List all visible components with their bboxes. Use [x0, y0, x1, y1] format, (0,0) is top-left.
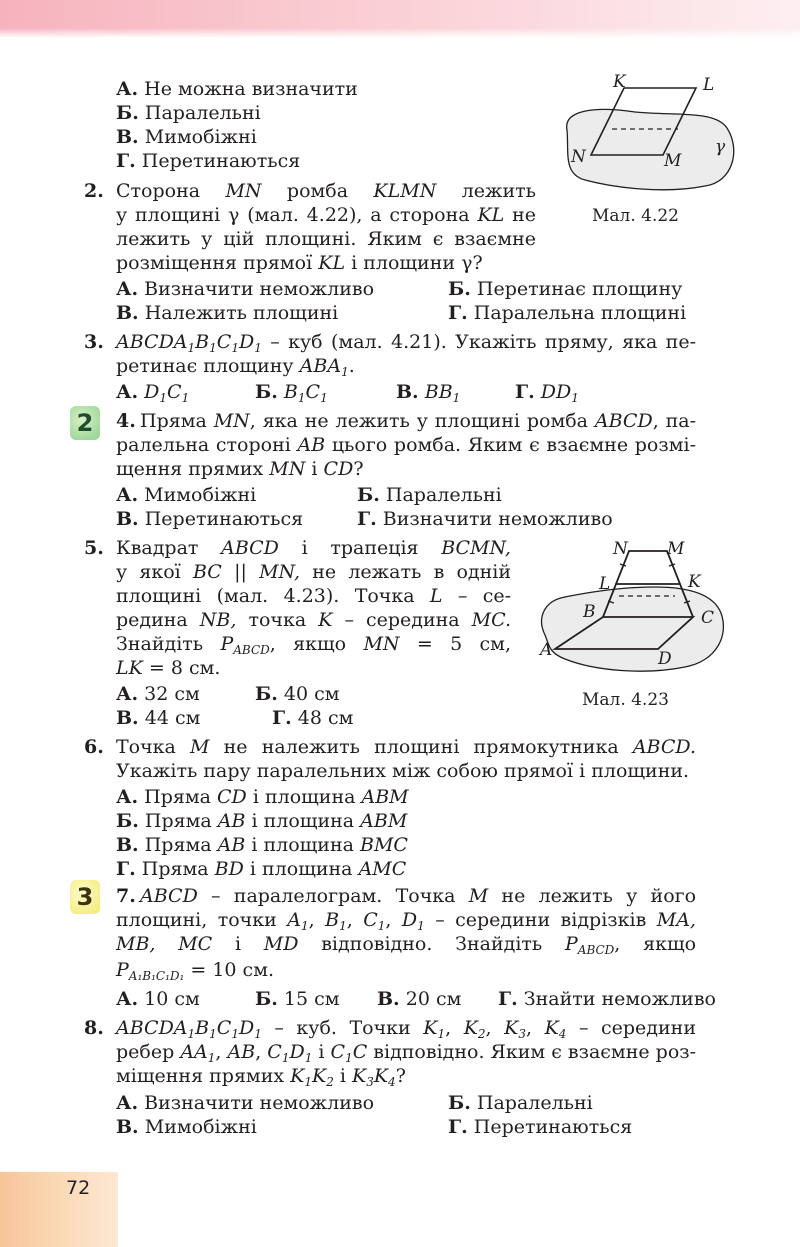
q2-text-line1: Сторона MN ромба KLMN лежить — [116, 180, 536, 202]
figure-4-22 — [555, 70, 740, 200]
q1-option-c[interactable]: В. Мимобіжні — [116, 126, 257, 148]
q8-option-c[interactable]: В. Мимобіжні — [116, 1116, 257, 1138]
q7-option-b[interactable]: Б. 15 см — [255, 988, 340, 1010]
q5-option-b[interactable]: Б. 40 см — [255, 683, 340, 705]
q4-option-c[interactable]: В. Перетинаються — [116, 508, 304, 530]
q8-text-line1: $ABCDA_1B_1C_1D_1$ – куб. Точки $K_1$, $K_2$, $K_3$, $K_4$ – середини — [116, 1017, 696, 1041]
page-number-box — [0, 1172, 118, 1247]
q1-option-b[interactable]: Б. Паралельні — [116, 102, 261, 124]
q6-option-d[interactable]: Г. Пряма BD і площина AMC — [116, 858, 407, 880]
q8-number: 8. — [84, 1017, 104, 1039]
q6-option-c[interactable]: В. Пряма AB і площина BMC — [116, 834, 408, 856]
label-M: M — [667, 539, 685, 559]
q3-option-a[interactable]: А. $D_1C_1$ — [116, 381, 190, 405]
q1-option-a[interactable]: А. Не можна визначити — [116, 78, 358, 100]
q7-option-a[interactable]: А. 10 см — [116, 988, 200, 1010]
label-K: K — [688, 572, 701, 592]
label-M: M — [664, 151, 682, 171]
q2-number: 2. — [84, 180, 104, 202]
label-K: K — [613, 72, 626, 92]
label-A: A — [540, 640, 553, 660]
q4-option-a[interactable]: А. Мимобіжні — [116, 484, 257, 506]
q7-text-line2: площині, точки $A_1$, $B_1$, $C_1$, $D_1$ – середини відрізків MA, — [116, 909, 696, 933]
label-C: C — [701, 608, 715, 628]
q5-text-line4: редина NB, точка K – середина MC. — [116, 609, 512, 631]
q5-text-line1: Квадрат ABCD і трапеція BCMN, — [116, 537, 511, 559]
q3-option-c[interactable]: В. $BB_1$ — [396, 381, 461, 405]
q8-text-line3: міщення прямих $K_1K_2$ і $K_3K_4$? — [116, 1065, 406, 1089]
page-number: 72 — [66, 1177, 91, 1199]
label-D: D — [658, 649, 672, 669]
q6-text-line2: Укажіть пару паралельних між собою прямої і площини. — [116, 760, 690, 782]
q2-text-line2: у площині γ (мал. 4.22), а сторона KL не — [116, 204, 536, 226]
q8-option-a[interactable]: А. Визначити неможливо — [116, 1092, 375, 1114]
q5-text-line2: у якої BC || MN, не лежать в одній — [116, 561, 512, 583]
plane-gamma — [567, 109, 734, 189]
q6-text-line1: Точка M не належить площині прямокутника ABCD. — [116, 736, 696, 758]
q3-number: 3. — [84, 331, 104, 353]
q3-option-b[interactable]: Б. $B_1C_1$ — [255, 381, 328, 405]
top-decor-band — [0, 0, 800, 38]
q7-option-c[interactable]: В. 20 см — [377, 988, 462, 1010]
q4-text-line3: щення прямих MN і CD? — [116, 458, 364, 480]
q2-option-c[interactable]: В. Належить площині — [116, 302, 339, 324]
figure-4-23-caption: Мал. 4.23 — [582, 690, 670, 710]
label-L: L — [599, 574, 611, 594]
q6-number: 6. — [84, 736, 104, 758]
label-gamma: γ — [715, 137, 726, 157]
label-N: N — [613, 539, 628, 559]
q4-text-line2: ралельна стороні AB цього ромба. Яким є взаємне розмі- — [116, 434, 696, 456]
label-B: B — [583, 602, 596, 622]
q4-option-d[interactable]: Г. Визначити неможливо — [357, 508, 613, 530]
q5-text-line5: Знайдіть $P_{ABCD}$, якщо MN = 5 см, — [116, 633, 511, 657]
q7-text-line3: MB, MC і MD відповідно. Знайдіть $P_{ABCD}$, якщо — [116, 933, 697, 957]
q6-option-a[interactable]: А. Пряма CD і площина ABM — [116, 786, 409, 808]
q4-option-b[interactable]: Б. Паралельні — [357, 484, 502, 506]
q5-number: 5. — [84, 537, 104, 559]
q6-option-b[interactable]: Б. Пряма AB і площина ABM — [116, 810, 408, 832]
level-3-badge: 3 — [70, 880, 100, 914]
q7-option-d[interactable]: Г. Знайти неможливо — [498, 988, 716, 1010]
q5-option-a[interactable]: А. 32 см — [116, 683, 200, 705]
q2-option-a[interactable]: А. Визначити неможливо — [116, 278, 375, 300]
q8-option-b[interactable]: Б. Паралельні — [448, 1092, 593, 1114]
q3-option-d[interactable]: Г. $DD_1$ — [515, 381, 579, 405]
q7-number: 7. — [116, 885, 136, 907]
q8-text-line2: ребер $AA_1$, AB, $C_1D_1$ і $C_1C$ відповідно. Яким є взаємне роз- — [116, 1041, 697, 1065]
figure-4-22-caption: Мал. 4.22 — [592, 206, 680, 226]
q2-option-d[interactable]: Г. Паралельна площині — [448, 302, 687, 324]
figure-4-23 — [535, 537, 730, 677]
q7-text-line4: $P_{A_1B_1C_1D_1} = 10$ см. — [116, 959, 275, 983]
q4-text-line1: Пряма MN, яка не лежить у площині ромба ABCD, па- — [140, 410, 697, 432]
q3-text-line1: $ABCDA_1B_1C_1D_1$ – куб (мал. 4.21). Укажіть пряму, яка пе- — [116, 331, 696, 355]
q5-text-line6: LK = 8 см. — [116, 657, 221, 679]
q5-text-line3: площині (мал. 4.23). Точка L – се- — [116, 585, 512, 607]
label-N: N — [571, 147, 586, 167]
q2-option-b[interactable]: Б. Перетинає площину — [448, 278, 683, 300]
label-L: L — [703, 75, 715, 95]
q3-text-line2: ретинає площину $ABA_1$. — [116, 355, 355, 379]
q2-text-line4: розміщення прямої KL і площини γ? — [116, 252, 483, 274]
q1-option-d[interactable]: Г. Перетинаються — [116, 150, 301, 172]
q2-text-line3: лежить у цій площині. Яким є взаємне — [116, 228, 536, 250]
q8-option-d[interactable]: Г. Перетинаються — [448, 1116, 633, 1138]
q4-number: 4. — [116, 410, 136, 432]
q5-option-d[interactable]: Г. 48 см — [272, 707, 354, 729]
q7-text-line1: ABCD – паралелограм. Точка M не лежить у його — [140, 885, 697, 907]
plane-shape — [542, 587, 724, 671]
q5-option-c[interactable]: В. 44 см — [116, 707, 201, 729]
level-2-badge: 2 — [70, 406, 100, 440]
